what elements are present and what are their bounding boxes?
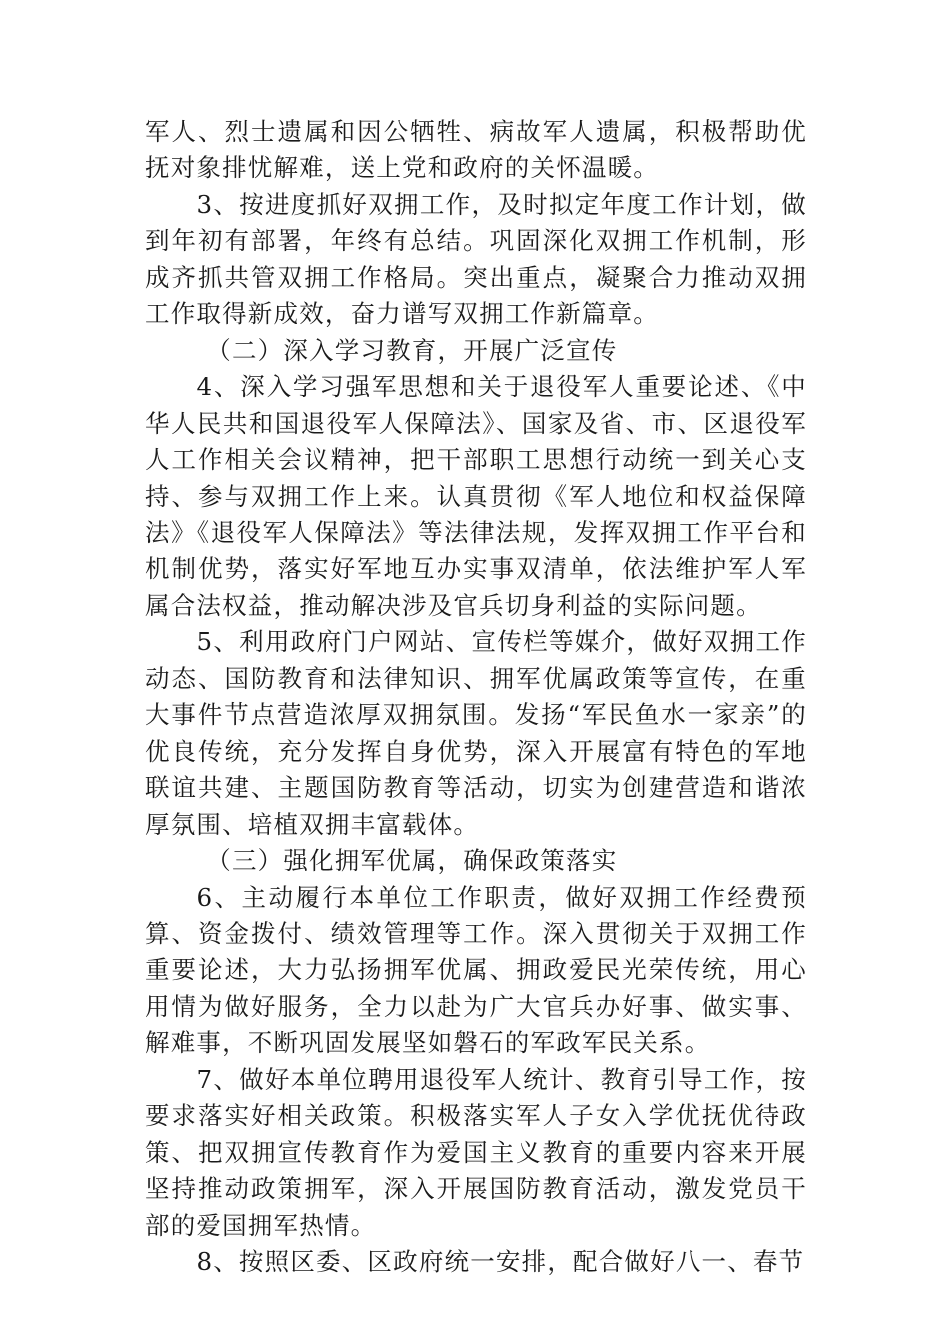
paragraph-item-8: 8、按照区委、区政府统一安排，配合做好八一、春节 bbox=[196, 1247, 805, 1277]
paragraph-item-4: 4、深入学习强军思想和关于退役军人重要论述、《中华人民共和国退役军人保障法》、国家及省、市、区退役军人工作相关会议精神，把干部职工思想行动统一到关心支持、参与双拥工作上来。认真贯彻《军人地位和权益保障法》《退役军人保障法》等法律法规，发挥双拥工作平台和机制优势，落实好军地互办实事双清单，依法维护军人军属合法权益，推动解决涉及官兵切身利益的实际问题。 bbox=[145, 372, 807, 620]
paragraph-item-7: 7、做好本单位聘用退役军人统计、教育引导工作，按要求落实好相关政策。积极落实军人子女入学优抚优待政策、把双拥宣传教育作为爱国主义教育的重要内容来开展坚持推动政策拥军，深入开展国防教育活动，激发党员干部的爱国拥军热情。 bbox=[145, 1064, 807, 1240]
section-heading-2: （二）深入学习教育，开展广泛宣传 bbox=[206, 335, 618, 365]
paragraph-item-5: 5、利用政府门户网站、宣传栏等媒介，做好双拥工作动态、国防教育和法律知识、拥军优属政策等宣传，在重大事件节点营造浓厚双拥氛围。发扬“军民鱼水一家亲”的优良传统，充分发挥自身优势，深入开展富有特色的军地联谊共建、主题国防教育等活动，切实为创建营造和谐浓厚氛围、培植双拥丰富载体。 bbox=[145, 627, 807, 839]
paragraph-item-3: 3、按进度抓好双拥工作，及时拟定年度工作计划，做到年初有部署，年终有总结。巩固深化双拥工作机制，形成齐抓共管双拥工作格局。突出重点，凝聚合力推动双拥工作取得新成效，奋力谱写双拥工作新篇章。 bbox=[145, 189, 807, 329]
paragraph-item-6: 6、主动履行本单位工作职责，做好双拥工作经费预算、资金拨付、绩效管理等工作。深入贯彻关于双拥工作重要论述，大力弘扬拥军优属、拥政爱民光荣传统，用心用情为做好服务，全力以赴为广大官兵办好事、做实事、解难事，不断巩固发展坚如磐石的军政军民关系。 bbox=[145, 882, 807, 1058]
document-page bbox=[145, 114, 807, 1281]
section-heading-3: （三）强化拥军优属，确保政策落实 bbox=[206, 846, 618, 876]
paragraph-continuation: 军人、烈士遗属和因公牺牲、病故军人遗属，积极帮助优抚对象排忧解难，送上党和政府的关怀温暖。 bbox=[145, 117, 807, 183]
